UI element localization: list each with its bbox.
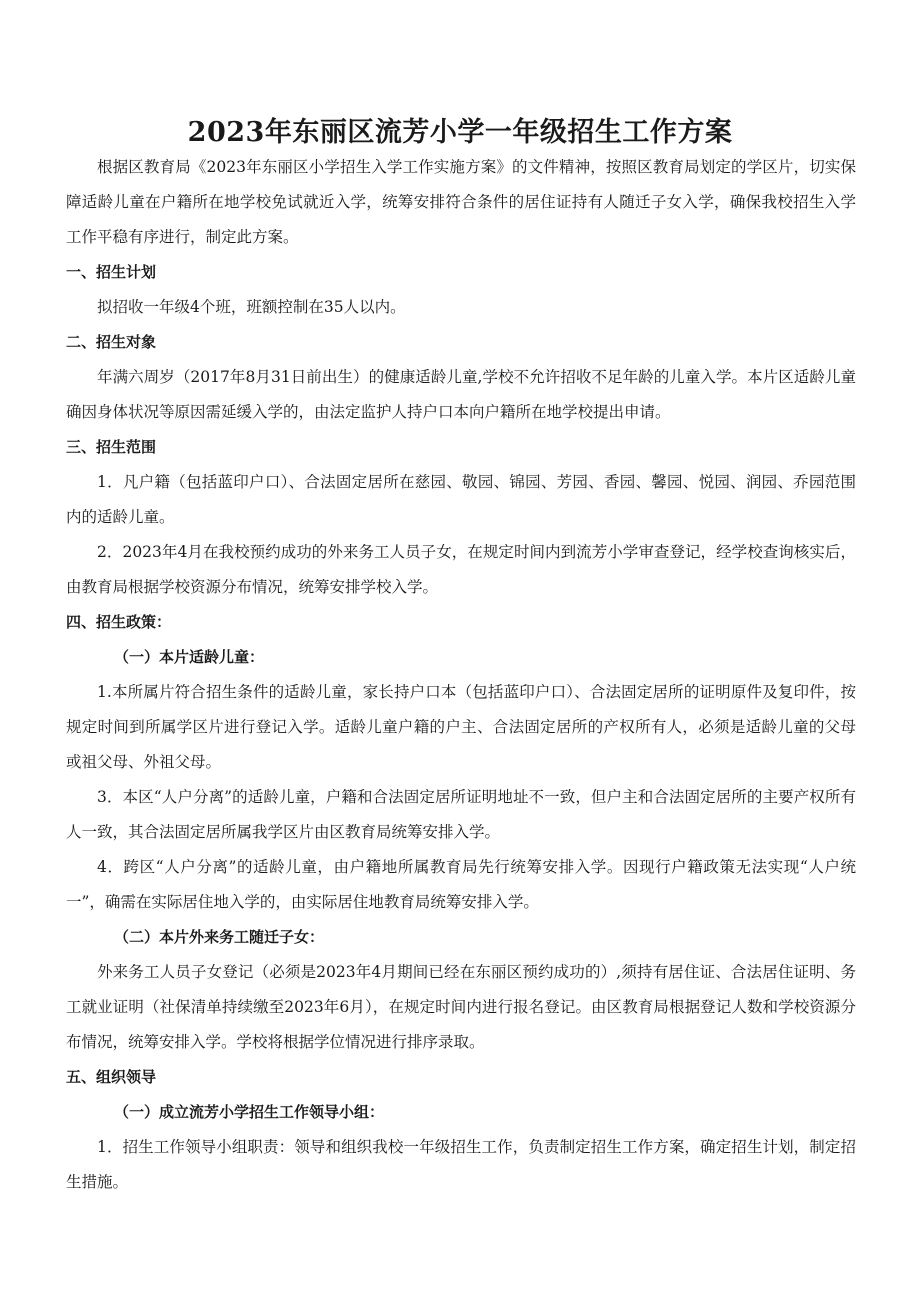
- section-heading-plan: 一、招生计划: [66, 263, 157, 281]
- section-heading-targets: 二、招生对象: [66, 333, 157, 351]
- targets-paragraph: 年满六周岁（2017年8月31日前出生）的健康适龄儿童,学校不允许招收不足年龄的儿童入学。本片区适龄儿童确因身体状况等原因需延缓入学的，由法定监护人持户口本向户籍所在地学校提出申请。: [66, 368, 856, 421]
- document-title: 2023年东丽区流芳小学一年级招生工作方案: [187, 117, 733, 148]
- policy-paragraph-4: 4．跨区“人户分离”的适龄儿童，由户籍地所属教育局先行统筹安排入学。因现行户籍政策无法实现“人户统一”，确需在实际居住地入学的，由实际居住地教育局统筹安排入学。: [66, 858, 856, 911]
- plan-paragraph: 拟招收一年级4个班，班额控制在35人以内。: [97, 298, 406, 316]
- policy-paragraph-3: 3．本区“人户分离”的适龄儿童，户籍和合法固定居所证明地址不一致，但户主和合法固定居所的主要产权所有人一致，其合法固定居所属我学区片由区教育局统筹安排入学。: [66, 788, 856, 841]
- leadership-paragraph-1: 1．招生工作领导小组职责：领导和组织我校一年级招生工作，负责制定招生工作方案，确定招生计划，制定招生措施。: [66, 1138, 856, 1191]
- scope-paragraph-1: 1．凡户籍（包括蓝印户口）、合法固定居所在慈园、敬园、锦园、芳园、香园、馨园、悦园、润园、乔园范围内的适龄儿童。: [66, 473, 856, 526]
- policy-paragraph-1: 1.本所属片符合招生条件的适龄儿童，家长持户口本（包括蓝印户口）、合法固定居所的证明原件及复印件，按规定时间到所属学区片进行登记入学。适龄儿童户籍的户主、合法固定居所的产权所有人，必须是适龄儿童的父母或祖父母、外祖父母。: [66, 683, 856, 771]
- policy-paragraph-migrant: 外来务工人员子女登记（必须是2023年4月期间已经在东丽区预约成功的）,须持有居住证、合法居住证明、务工就业证明（社保清单持续缴至2023年6月），在规定时间内进行报名登记。由区教育局根据登记人数和学校资源分布情况，统筹安排入学。学校将根据学位情况进行排序录取。: [66, 963, 856, 1051]
- intro-paragraph: 根据区教育局《2023年东丽区小学招生入学工作实施方案》的文件精神，按照区教育局划定的学区片，切实保障适龄儿童在户籍所在地学校免试就近入学，统筹安排符合条件的居住证持有人随迁子女入学，确保我校招生入学工作平稳有序进行，制定此方案。: [66, 158, 856, 246]
- leadership-subheading-group: （一）成立流芳小学招生工作领导小组：: [114, 1103, 385, 1121]
- section-heading-leadership: 五、组织领导: [66, 1068, 157, 1086]
- section-heading-scope: 三、招生范围: [66, 438, 157, 456]
- section-heading-policy: 四、招生政策：: [66, 613, 172, 631]
- policy-subheading-migrant: （二）本片外来务工随迁子女：: [114, 928, 325, 946]
- policy-subheading-local: （一）本片适龄儿童：: [114, 648, 265, 666]
- scope-paragraph-2: 2．2023年4月在我校预约成功的外来务工人员子女，在规定时间内到流芳小学审查登记，经学校查询核实后，由教育局根据学校资源分布情况，统筹安排学校入学。: [66, 543, 856, 596]
- document-body: [66, 150, 856, 1200]
